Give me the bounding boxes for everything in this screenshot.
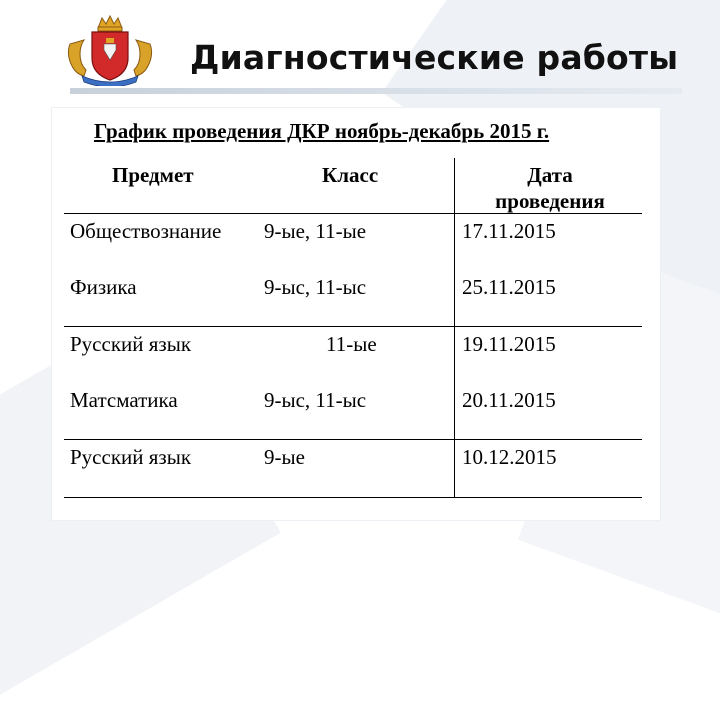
table-row-divider bbox=[64, 497, 642, 498]
table-cell-subject: Обществознание bbox=[70, 219, 222, 243]
table-cell-grade: 11-ые bbox=[326, 332, 377, 356]
table-cell-grade: 9-ыс, 11-ыс bbox=[264, 275, 367, 299]
table-cell-subject: Русский язык bbox=[70, 332, 192, 356]
table-cell-subject: Физика bbox=[70, 275, 137, 299]
title-divider bbox=[70, 88, 682, 94]
page-title: Диагностические работы bbox=[190, 38, 679, 77]
table-cell-date: 25.11.2015 bbox=[462, 275, 556, 299]
column-header-grade: Класс bbox=[322, 163, 379, 187]
table-column-divider bbox=[454, 158, 455, 498]
column-header-date bbox=[456, 162, 644, 214]
table-row-divider bbox=[64, 326, 642, 327]
table-cell-date: 19.11.2015 bbox=[462, 332, 556, 356]
table-cell-date: 20.11.2015 bbox=[462, 388, 556, 412]
table-cell-grade: 9-ые, 11-ые bbox=[264, 219, 367, 243]
table-row-divider bbox=[64, 439, 642, 440]
coat-of-arms-emblem bbox=[64, 14, 156, 86]
table-row-divider bbox=[64, 213, 642, 214]
schedule-title: График проведения ДКР ноябрь-декабрь 2015 г. bbox=[94, 119, 550, 143]
table-cell-subject: Русский язык bbox=[70, 445, 192, 469]
table-cell-grade: 9-ыс, 11-ыс bbox=[264, 388, 367, 412]
table-cell-subject: Матсматика bbox=[70, 388, 178, 412]
schedule-card bbox=[52, 108, 660, 520]
column-header-date-line2: проведения bbox=[495, 189, 605, 213]
table-cell-date: 17.11.2015 bbox=[462, 219, 556, 243]
column-header-date-line1: Дата bbox=[527, 163, 573, 187]
column-header-subject: Предмет bbox=[112, 163, 194, 187]
table-cell-date: 10.12.2015 bbox=[462, 445, 557, 469]
table-cell-grade: 9-ые bbox=[264, 445, 305, 469]
